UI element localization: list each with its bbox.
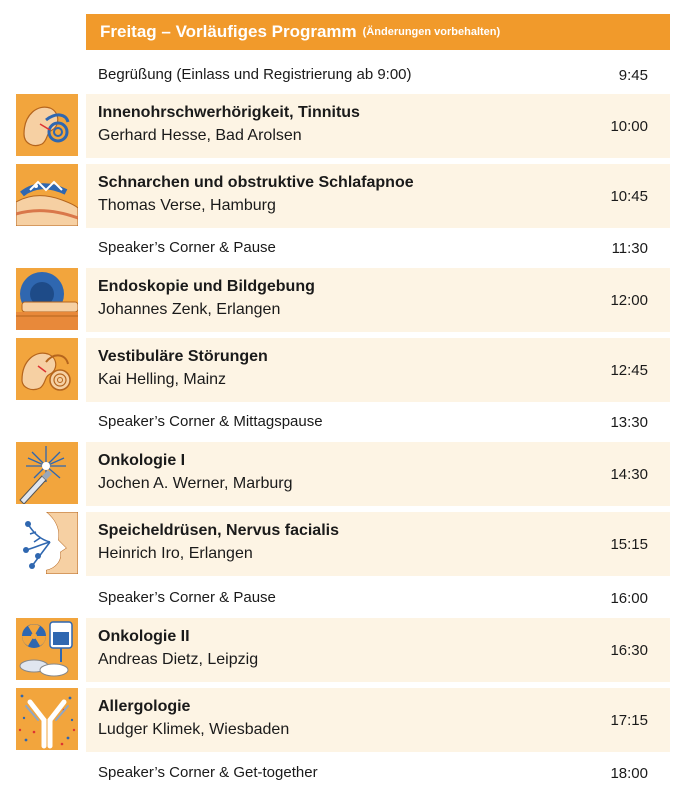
welcome-time: 9:45 — [618, 67, 648, 84]
break-label: Speaker’s Corner & Mittagspause — [98, 413, 323, 430]
talk-speaker: Gerhard Hesse, Bad Arolsen — [98, 127, 302, 144]
break-row — [86, 582, 670, 614]
break-label: Speaker’s Corner & Get-together — [98, 764, 318, 781]
antibody-icon — [16, 688, 78, 750]
talk-time: 12:00 — [610, 292, 648, 309]
talk-row — [86, 512, 670, 576]
talk-title: Speicheldrüsen, Nervus facialis — [98, 522, 339, 539]
break-time: 13:30 — [610, 414, 648, 431]
talk-speaker: Heinrich Iro, Erlangen — [98, 545, 253, 562]
program-header — [86, 14, 670, 50]
talk-row — [86, 442, 670, 506]
talk-speaker: Andreas Dietz, Leipzig — [98, 651, 259, 668]
break-time: 18:00 — [610, 765, 648, 782]
talk-title: Vestibuläre Störungen — [98, 348, 268, 365]
break-row — [86, 232, 670, 264]
talk-row — [86, 268, 670, 332]
inner-ear-icon — [16, 338, 78, 400]
talk-title: Onkologie II — [98, 628, 190, 645]
talk-time: 17:15 — [610, 712, 648, 729]
ear-icon — [16, 94, 78, 156]
talk-time: 14:30 — [610, 466, 648, 483]
break-label: Speaker’s Corner & Pause — [98, 589, 276, 606]
talk-title: Schnarchen und obstruktive Schlafapnoe — [98, 174, 414, 191]
break-time: 11:30 — [611, 240, 648, 257]
sleep-apnea-icon — [16, 164, 78, 226]
talk-time: 10:45 — [610, 188, 648, 205]
talk-row — [86, 94, 670, 158]
header-title: Freitag – Vorläufiges Programm — [100, 22, 357, 41]
talk-row — [86, 688, 670, 752]
welcome-label: Begrüßung — [98, 66, 173, 83]
talk-speaker: Thomas Verse, Hamburg — [98, 197, 276, 214]
welcome-detail: (Einlass und Registrierung ab 9:00) — [176, 66, 412, 83]
talk-speaker: Johannes Zenk, Erlangen — [98, 301, 281, 318]
laser-scalpel-icon — [16, 442, 78, 504]
talk-title: Allergologie — [98, 698, 191, 715]
talk-title: Endoskopie und Bildgebung — [98, 278, 315, 295]
facial-nerve-icon — [16, 512, 78, 574]
talk-title: Onkologie I — [98, 452, 186, 469]
talk-time: 10:00 — [610, 118, 648, 135]
header-note: (Änderungen vorbehalten) — [362, 26, 501, 38]
talk-speaker: Jochen A. Werner, Marburg — [98, 475, 293, 492]
talk-title: Innenohrschwerhörigkeit, Tinnitus — [98, 104, 360, 121]
welcome-row — [86, 58, 670, 92]
talk-speaker: Kai Helling, Mainz — [98, 371, 227, 388]
talk-time: 15:15 — [610, 536, 648, 553]
break-time: 16:00 — [610, 590, 648, 607]
break-row — [86, 406, 670, 438]
talk-time: 16:30 — [610, 642, 648, 659]
talk-row — [86, 164, 670, 228]
break-label: Speaker’s Corner & Pause — [98, 239, 276, 256]
radiation-icon — [16, 618, 78, 680]
talk-time: 12:45 — [610, 362, 648, 379]
talk-speaker: Ludger Klimek, Wiesbaden — [98, 721, 290, 738]
imaging-scanner-icon — [16, 268, 78, 330]
break-row — [86, 758, 670, 790]
talk-row — [86, 618, 670, 682]
talk-row — [86, 338, 670, 402]
